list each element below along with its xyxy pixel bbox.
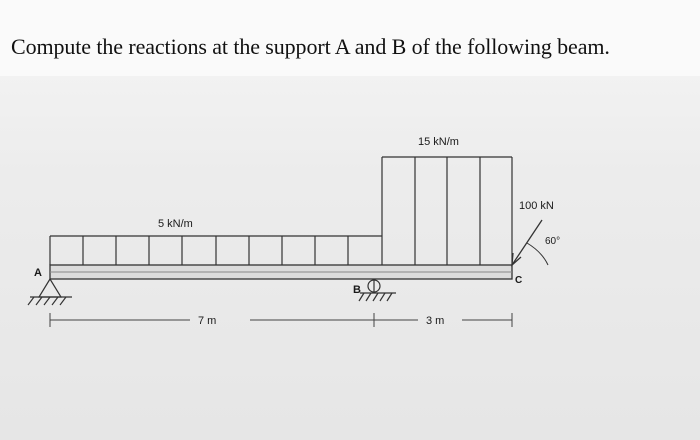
load-left-label: 5 kN/m: [158, 218, 193, 230]
support-b-label: B: [353, 284, 361, 296]
dimension-ab-label: 7 m: [198, 315, 217, 327]
support-a-label: A: [34, 267, 42, 279]
support-a-pin: [28, 279, 72, 305]
question-text: Compute the reactions at the support A and B of the following beam.: [11, 34, 610, 59]
support-b-roller: [359, 280, 396, 301]
distributed-load-left: [50, 236, 382, 265]
point-load-arrow: [512, 220, 542, 265]
point-c-label: C: [515, 275, 523, 286]
distributed-load-right: [382, 157, 512, 265]
dimension-bc-label: 3 m: [426, 315, 445, 327]
load-right-label: 15 kN/m: [418, 136, 459, 148]
angle-label: 60°: [545, 236, 561, 247]
point-load-label: 100 kN: [519, 200, 554, 212]
